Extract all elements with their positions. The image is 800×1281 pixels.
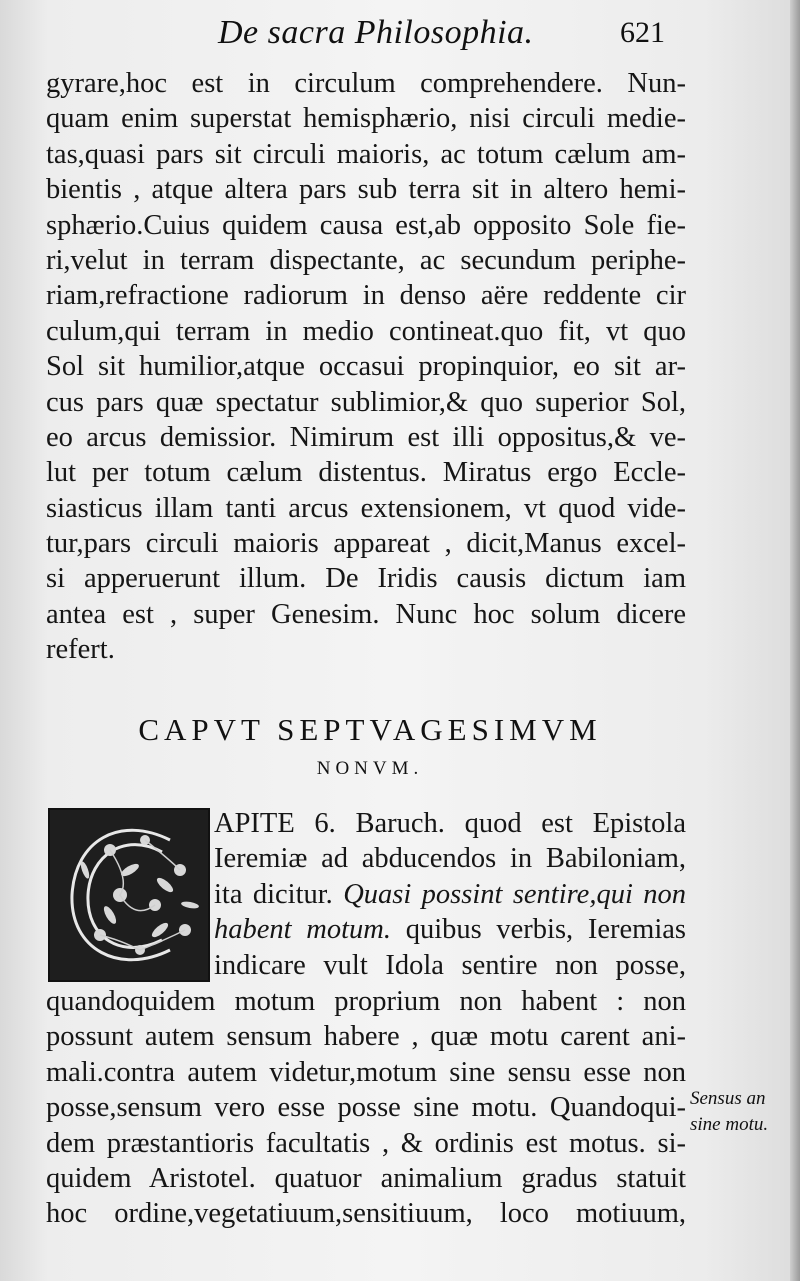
marginal-note-line: sine motu. [690,1114,769,1135]
text-line: si apperuerunt illum. De Iridis causis dictum iam [46,563,686,595]
chapter-subheading: NONVM. [316,758,424,779]
text-line: hoc ordine,vegetatiuum,sensitiuum, loco motiuum, [46,1198,686,1230]
text-line: riam,refractione radiorum in denso aëre reddente cir [46,280,686,312]
text-line: dem præstantioris facultatis , & ordinis est motus. si- [46,1127,686,1159]
running-title: De sacra Philosophia. [218,14,534,51]
italic-quote: habent motum. [214,914,391,946]
text-line: sphærio.Cuius quidem causa est,ab opposito Sole fie- [46,209,686,241]
text-line: ri,velut in terram dispectante, ac secundum periphe- [46,244,686,276]
text-line: Sol sit humilior,atque occasui propinquior, eo sit ar- [46,351,686,383]
page-header [0,10,800,60]
text-line: mali.contra autem videtur,motum sine sensu esse non [46,1056,686,1088]
paragraph-2-continued [46,984,686,1232]
marginal-note-line: Sensus an [690,1088,766,1109]
text-line: APITE 6. Baruch. quod est Epistola [214,808,686,839]
text-line: eo arcus demissior. Nimirum est illi oppositus,& ve- [46,421,686,453]
text-line: tas,quasi pars sit circuli maioris, ac totum cælum am- [46,138,686,170]
text-line: quidem Aristotel. quatuor animalium gradus statuit [46,1162,686,1194]
text-line: cus pars quæ spectatur sublimior,& quo superior Sol, [46,386,686,418]
text-line: antea est , super Genesim. Nunc hoc solum dicere [46,598,686,630]
text-line: culum,qui terram in medio contineat.quo fit, vt quo [46,315,686,347]
text-line: refert. [46,634,115,666]
text-line: posse,sensum vero esse posse sine motu. Quandoqui- [46,1092,686,1124]
text-line: habent motum. quibus verbis, Ieremias [214,914,686,946]
italic-quote: Quasi possint sentire,qui non [343,878,686,910]
marginal-note [690,1086,798,1138]
text-line: quam enim superstat hemisphærio, nisi circuli medie- [46,103,686,135]
page-number: 621 [620,16,665,49]
text-line: possunt autem sensum habere , quæ motu carent ani- [46,1021,686,1053]
text-line: lut per totum cælum distentus. Miratus ergo Eccle- [46,457,686,489]
text-line: Ieremiæ ad abducendos in Babiloniam, [214,843,686,875]
foliate-initial-icon [48,808,210,982]
text-line: ita dicitur. Quasi possint sentire,qui non [214,878,686,910]
text-line: siasticus illam tanti arcus extensionem, vt quod vide- [46,492,686,524]
text-line: gyrare,hoc est in circulum comprehendere. Nun- [46,68,686,99]
text-line: bientis , atque altera pars sub terra sit in altero hemi- [46,174,686,206]
text-line: tur,pars circuli maioris appareat , dicit,Manus excel- [46,528,686,560]
paragraph-1 [46,66,686,668]
paragraph-2-indented [214,806,686,983]
text-line: indicare vult Idola sentire non posse, [214,949,686,981]
text-line: quandoquidem motum proprium non habent : non [46,986,686,1017]
chapter-heading: CAPVT SEPTVAGESIMVM [138,712,602,747]
